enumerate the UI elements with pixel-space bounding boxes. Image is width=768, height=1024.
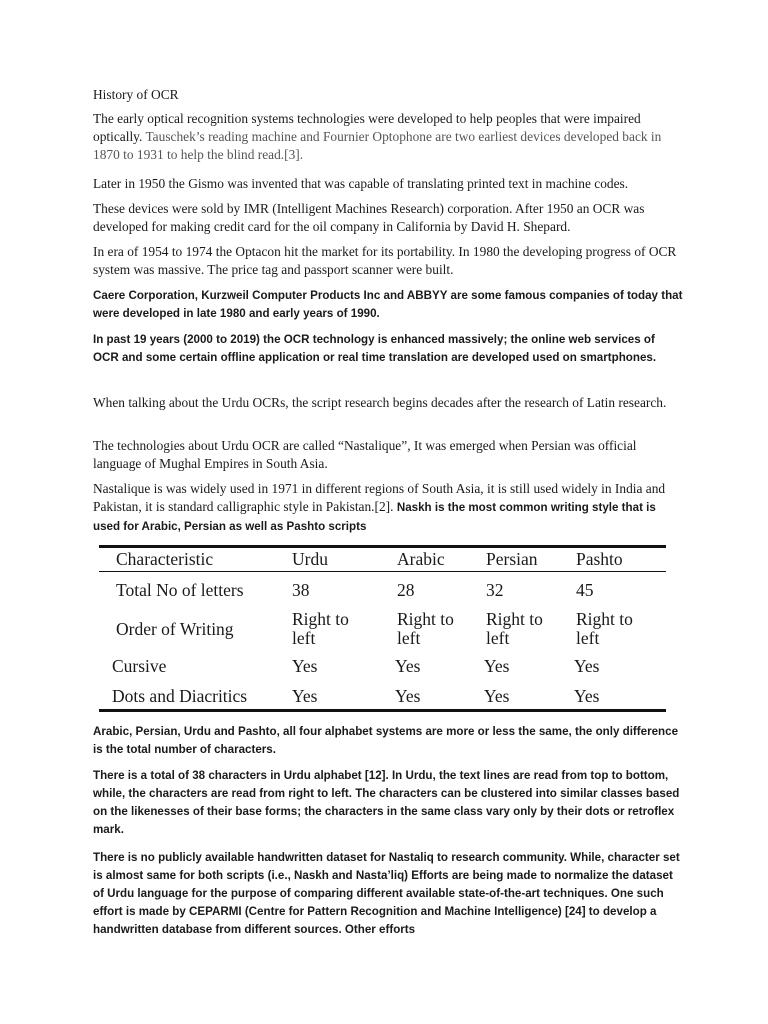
- table-cell-urdu-dots: Yes: [292, 686, 318, 706]
- paragraph-early-ocr: [93, 110, 683, 164]
- paragraph-past-19-years: In past 19 years (2000 to 2019) the OCR technology is enhanced massively; the online web services of OCR and some certain offline application or real time translation are developed used on smartphones.: [93, 333, 657, 364]
- table-header-characteristic: Characteristic: [116, 549, 214, 569]
- table-header-pashto: Pashto: [576, 549, 623, 569]
- paragraph-handwritten-dataset: There is no publicly available handwritten dataset for Nastaliq to research community. While, character set is almost same for both scripts (i.e., Naskh and Nasta’liq) Efforts are being made to normalize the dataset of Urdu language for the purpose of comparing different available state-of-the-art techniques. One such effort is made by CEPARMI (Centre for Pattern Recognition and Machine Intelligence) [24] to develop a handwritten database from different sources. Other efforts: [93, 851, 680, 936]
- paragraph-optacon: In era of 1954 to 1974 the Optacon hit the market for its portability. In 1980 the developing progress of OCR system was massive. The price tag and passport scanner were built.: [93, 244, 677, 277]
- paragraph-nastalique-usage-text: Nastalique is was widely used in 1971 in different regions of South Asia, it is still used widely in India and Pakistan, it is standard calligraphic style in Pakistan.[2].: [93, 481, 666, 514]
- page-title: History of OCR: [93, 87, 179, 102]
- paragraph-imr: These devices were sold by IMR (Intelligent Machines Research) corporation. After 1950 an OCR was developed for making credit card for the oil company in California by David H. Shepard.: [93, 201, 645, 234]
- paragraph-companies: Caere Corporation, Kurzweil Computer Products Inc and ABBYY are some famous companies of today that were developed in late 1980 and early years of 1990.: [93, 289, 683, 320]
- table-cell-arabic-cursive: Yes: [395, 656, 421, 676]
- paragraph-nastalique: The technologies about Urdu OCR are called “Nastalique”, It was emerged when Persian was official language of Mughal Empires in South Asia.: [93, 438, 637, 471]
- table-cell-arabic-order: Right to left: [397, 609, 454, 648]
- paragraph-urdu-ocr: When talking about the Urdu OCRs, the script research begins decades after the research of Latin research.: [93, 395, 667, 410]
- table-cell-arabic-letters: 28: [397, 580, 415, 600]
- table-cell-label-dots: Dots and Diacritics: [112, 686, 248, 706]
- table-top-rule: [99, 545, 666, 548]
- paragraph-alphabet-systems: Arabic, Persian, Urdu and Pashto, all four alphabet systems are more or less the same, the only difference is the total number of characters.: [93, 725, 679, 756]
- table-cell-persian-cursive: Yes: [484, 656, 510, 676]
- paragraph-early-ocr-text: The early optical recognition systems technologies were developed to help peoples that were impaired optically.: [93, 111, 641, 144]
- table-cell-pashto-order: Right to left: [576, 609, 633, 648]
- table-header-rule: [99, 571, 666, 572]
- table-cell-urdu-order: Right to left: [292, 609, 349, 648]
- paragraph-nastalique-usage: [93, 480, 683, 536]
- table-header-persian: Persian: [486, 549, 538, 569]
- table-cell-persian-letters: 32: [486, 580, 504, 600]
- table-cell-urdu-letters: 38: [292, 580, 310, 600]
- table-cell-label-cursive: Cursive: [112, 656, 167, 676]
- table-cell-pashto-letters: 45: [576, 580, 594, 600]
- table-cell-label-letters: Total No of letters: [116, 580, 244, 600]
- table-cell-urdu-cursive: Yes: [292, 656, 318, 676]
- paragraph-naskh-note: Naskh is the most common writing style that is used for Arabic, Persian as well as Pashto scripts: [93, 501, 656, 533]
- paragraph-early-ocr-devices: Tauschek’s reading machine and Fournier Optophone are two earliest devices developed back in 1870 to 1931 to help the blind read.[3].: [93, 129, 662, 162]
- table-cell-persian-dots: Yes: [484, 686, 510, 706]
- table-cell-label-order: Order of Writing: [116, 619, 234, 639]
- table-cell-pashto-dots: Yes: [574, 686, 600, 706]
- table-cell-arabic-dots: Yes: [395, 686, 421, 706]
- table-cell-persian-order: Right to left: [486, 609, 543, 648]
- table-header-arabic: Arabic: [397, 549, 445, 569]
- table-bottom-rule: [99, 709, 666, 712]
- paragraph-gismo: Later in 1950 the Gismo was invented that was capable of translating printed text in machine codes.: [93, 176, 629, 191]
- table-cell-pashto-cursive: Yes: [574, 656, 600, 676]
- paragraph-urdu-characters: There is a total of 38 characters in Urdu alphabet [12]. In Urdu, the text lines are read from top to bottom, while, the characters are read from right to left. The characters can be clustered into similar classes based on the likenesses of their base forms; the characters in the same class vary only by their dots or retroflex mark.: [93, 769, 680, 836]
- table-header-urdu: Urdu: [292, 549, 328, 569]
